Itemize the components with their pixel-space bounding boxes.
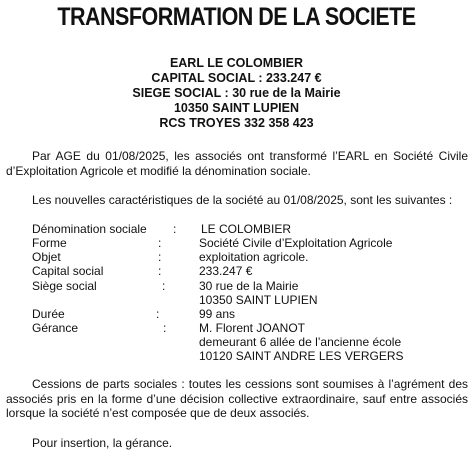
field-label-forme: Forme [32,236,67,250]
field-label-capital: Capital social [32,264,104,278]
notice-title: TRANSFORMATION DE LA SOCIETE [57,3,416,31]
company-capital: CAPITAL SOCIAL : 233.247 € [151,71,322,85]
field-label-objet: Objet [32,250,61,264]
field-colon-duree: : [156,307,160,321]
company-postcode-city: 10350 SAINT LUPIEN [173,101,300,115]
field-value-denomination: LE COLOMBIER [201,222,292,236]
field-colon-gerance: : [163,321,167,335]
company-head-office: SIEGE SOCIAL : 30 rue de la Mairie [132,86,341,100]
field-value-siege-street: 30 rue de la Mairie [199,279,299,293]
paragraph-new-characteristics: Les nouvelles caractéristiques de la société au 01/08/2025, sont les suivantes : [32,193,453,207]
field-colon-siege: : [162,279,166,293]
paragraph-transformation: Par AGE du 01/08/2025, les associés ont transformé l’EARL en Société Civile d’Exploitation Agricole et modifié la dénomination sociale. [6,149,468,178]
field-value-capital: 233.247 € [199,264,253,278]
field-label-siege: Siège social [32,279,97,293]
field-colon-objet: : [158,250,162,264]
field-label-gerance: Gérance [32,321,79,335]
field-colon-forme: : [158,236,162,250]
field-value-duree: 99 ans [199,307,236,321]
field-value-gerance-address: demeurant 6 allée de l’ancienne école [199,335,402,349]
company-rcs: RCS TROYES 332 358 423 [159,116,314,130]
field-value-forme: Société Civile d’Exploitation Agricole [199,236,393,250]
company-header [0,56,473,131]
closing-line: Pour insertion, la gérance. [32,436,173,450]
company-name: EARL LE COLOMBIER [169,56,304,70]
field-value-objet: exploitation agricole. [199,250,309,264]
field-label-duree: Durée [32,307,65,321]
field-colon-denomination: : [173,222,177,236]
paragraph-share-transfers: Cessions de parts sociales : toutes les cessions sont soumises à l’agrément des associés pris en la forme d’une décision collective extraordinaire, sauf entre associés lorsque la société n’est composée que de deux associés. [6,377,468,420]
field-value-siege-city: 10350 SAINT LUPIEN [199,293,318,307]
field-label-denomination: Dénomination sociale [32,222,147,236]
field-colon-capital: : [158,264,162,278]
field-value-gerance-city: 10120 SAINT ANDRE LES VERGERS [199,349,404,363]
field-value-gerance-name: M. Florent JOANOT [199,321,306,335]
